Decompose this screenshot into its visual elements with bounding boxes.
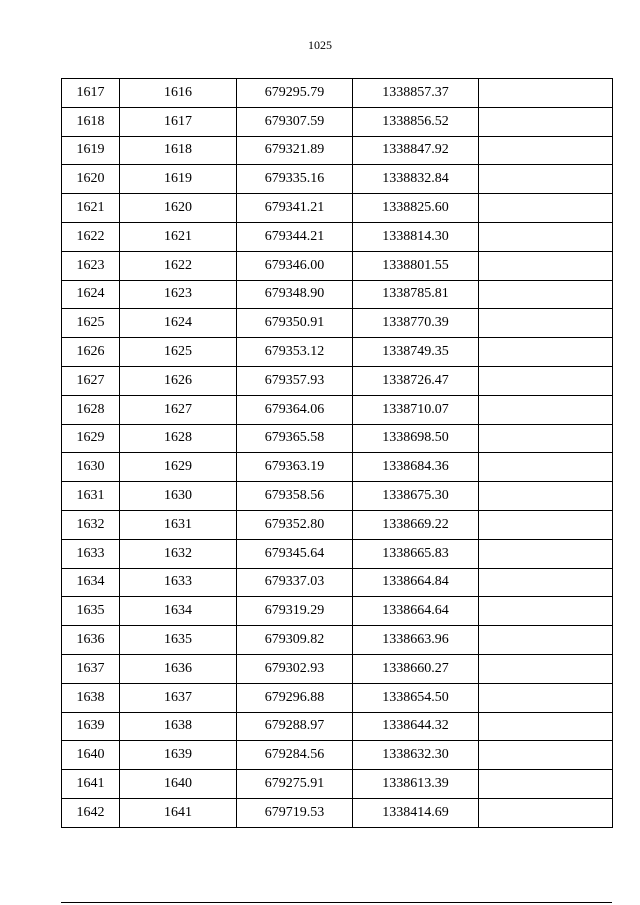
table-row xyxy=(62,568,613,597)
table-row xyxy=(62,482,613,511)
table-cell: 679358.56 xyxy=(237,482,353,511)
table-cell: 1619 xyxy=(62,136,120,165)
table-cell: 679352.80 xyxy=(237,510,353,539)
table-cell xyxy=(479,194,613,223)
table-cell: 1338726.47 xyxy=(353,366,479,395)
table-cell: 1620 xyxy=(62,165,120,194)
table-cell: 1338710.07 xyxy=(353,395,479,424)
table-row xyxy=(62,366,613,395)
table-cell: 1629 xyxy=(120,453,237,482)
table-cell: 679296.88 xyxy=(237,683,353,712)
table-cell: 679357.93 xyxy=(237,366,353,395)
table-cell xyxy=(479,395,613,424)
table-cell: 1338847.92 xyxy=(353,136,479,165)
table-cell: 1634 xyxy=(62,568,120,597)
table-row xyxy=(62,395,613,424)
table-cell: 1619 xyxy=(120,165,237,194)
table-row xyxy=(62,798,613,827)
table-cell: 1636 xyxy=(62,626,120,655)
table-cell: 1338664.84 xyxy=(353,568,479,597)
table-cell: 1338663.96 xyxy=(353,626,479,655)
table-row xyxy=(62,280,613,309)
table-cell xyxy=(479,424,613,453)
table-cell xyxy=(479,568,613,597)
table-cell: 1625 xyxy=(62,309,120,338)
table-cell: 1338749.35 xyxy=(353,338,479,367)
table-cell xyxy=(479,798,613,827)
table-cell: 1338644.32 xyxy=(353,712,479,741)
table-cell: 1622 xyxy=(120,251,237,280)
table-cell: 679353.12 xyxy=(237,338,353,367)
table-cell: 1338770.39 xyxy=(353,309,479,338)
table-cell: 1338814.30 xyxy=(353,222,479,251)
table-cell: 1338660.27 xyxy=(353,654,479,683)
table-row xyxy=(62,107,613,136)
table-cell: 1642 xyxy=(62,798,120,827)
table-cell xyxy=(479,222,613,251)
coordinates-table xyxy=(61,78,613,828)
table-cell: 1633 xyxy=(120,568,237,597)
table-row xyxy=(62,683,613,712)
table-cell xyxy=(479,136,613,165)
table-cell: 1639 xyxy=(120,741,237,770)
table-cell: 1338664.64 xyxy=(353,597,479,626)
table-cell xyxy=(479,712,613,741)
table-cell: 679337.03 xyxy=(237,568,353,597)
table-cell: 679319.29 xyxy=(237,597,353,626)
table-cell: 1621 xyxy=(62,194,120,223)
table-row xyxy=(62,194,613,223)
table-cell: 1338414.69 xyxy=(353,798,479,827)
table-cell: 1618 xyxy=(62,107,120,136)
table-cell: 1641 xyxy=(120,798,237,827)
table-cell: 1631 xyxy=(62,482,120,511)
table-cell: 1338654.50 xyxy=(353,683,479,712)
table-cell: 1618 xyxy=(120,136,237,165)
table-cell: 679341.21 xyxy=(237,194,353,223)
table-cell xyxy=(479,683,613,712)
table-cell: 679309.82 xyxy=(237,626,353,655)
table-cell xyxy=(479,626,613,655)
table-cell: 1338832.84 xyxy=(353,165,479,194)
table-cell: 1637 xyxy=(62,654,120,683)
table-cell: 1623 xyxy=(120,280,237,309)
table-cell: 1338785.81 xyxy=(353,280,479,309)
table-cell: 1635 xyxy=(62,597,120,626)
table-cell: 1338856.52 xyxy=(353,107,479,136)
table-cell: 1633 xyxy=(62,539,120,568)
table-cell: 679295.79 xyxy=(237,79,353,108)
table-row xyxy=(62,453,613,482)
table-cell xyxy=(479,107,613,136)
table-cell: 1627 xyxy=(120,395,237,424)
table-row xyxy=(62,338,613,367)
table-cell: 1632 xyxy=(62,510,120,539)
table-cell xyxy=(479,165,613,194)
table-row xyxy=(62,251,613,280)
table-cell xyxy=(479,366,613,395)
table-cell xyxy=(479,453,613,482)
table-cell: 679719.53 xyxy=(237,798,353,827)
table-cell: 1638 xyxy=(120,712,237,741)
table-cell: 1621 xyxy=(120,222,237,251)
table-cell: 1640 xyxy=(120,770,237,799)
table-cell: 1626 xyxy=(62,338,120,367)
table-cell: 1636 xyxy=(120,654,237,683)
table-cell xyxy=(479,539,613,568)
table-cell: 1626 xyxy=(120,366,237,395)
table-cell xyxy=(479,597,613,626)
table-cell: 1630 xyxy=(62,453,120,482)
table-row xyxy=(62,424,613,453)
table-cell: 679288.97 xyxy=(237,712,353,741)
table-row xyxy=(62,79,613,108)
table-cell: 679335.16 xyxy=(237,165,353,194)
table-row xyxy=(62,626,613,655)
table-cell xyxy=(479,741,613,770)
table-cell: 1622 xyxy=(62,222,120,251)
table-cell: 1617 xyxy=(62,79,120,108)
table-row xyxy=(62,741,613,770)
table-cell: 1637 xyxy=(120,683,237,712)
table-row xyxy=(62,136,613,165)
footer-rule xyxy=(61,902,612,903)
table-cell: 679275.91 xyxy=(237,770,353,799)
table-cell: 679345.64 xyxy=(237,539,353,568)
table-cell: 1630 xyxy=(120,482,237,511)
table-cell: 1624 xyxy=(62,280,120,309)
table-cell: 679344.21 xyxy=(237,222,353,251)
table-row xyxy=(62,597,613,626)
table-cell: 1639 xyxy=(62,712,120,741)
table-cell: 1628 xyxy=(120,424,237,453)
table-cell xyxy=(479,510,613,539)
table-cell: 1624 xyxy=(120,309,237,338)
table-cell: 1616 xyxy=(120,79,237,108)
table-cell: 679346.00 xyxy=(237,251,353,280)
table-cell: 1338675.30 xyxy=(353,482,479,511)
table-cell: 1338669.22 xyxy=(353,510,479,539)
table-row xyxy=(62,770,613,799)
table-row xyxy=(62,510,613,539)
table-cell: 679284.56 xyxy=(237,741,353,770)
table-cell: 1338632.30 xyxy=(353,741,479,770)
table-cell: 679350.91 xyxy=(237,309,353,338)
table-cell xyxy=(479,482,613,511)
table-cell: 1631 xyxy=(120,510,237,539)
table-row xyxy=(62,165,613,194)
table-cell: 1617 xyxy=(120,107,237,136)
table-body xyxy=(62,79,613,828)
table-cell: 679363.19 xyxy=(237,453,353,482)
table-cell: 1638 xyxy=(62,683,120,712)
table-row xyxy=(62,539,613,568)
table-cell: 1628 xyxy=(62,395,120,424)
table-cell: 1338801.55 xyxy=(353,251,479,280)
table-cell: 1338665.83 xyxy=(353,539,479,568)
table-row xyxy=(62,222,613,251)
table-cell: 679321.89 xyxy=(237,136,353,165)
table-cell: 679364.06 xyxy=(237,395,353,424)
table-cell: 679348.90 xyxy=(237,280,353,309)
table-cell: 1623 xyxy=(62,251,120,280)
table-cell: 1635 xyxy=(120,626,237,655)
table-cell: 1629 xyxy=(62,424,120,453)
table-cell: 679365.58 xyxy=(237,424,353,453)
table-cell: 1632 xyxy=(120,539,237,568)
table-cell xyxy=(479,309,613,338)
table-cell: 1338857.37 xyxy=(353,79,479,108)
table-cell: 679307.59 xyxy=(237,107,353,136)
table-cell xyxy=(479,654,613,683)
table-cell xyxy=(479,251,613,280)
table-cell xyxy=(479,280,613,309)
table-row xyxy=(62,309,613,338)
table-cell: 1625 xyxy=(120,338,237,367)
table-cell xyxy=(479,770,613,799)
table-cell xyxy=(479,338,613,367)
table-row xyxy=(62,654,613,683)
table-cell: 1640 xyxy=(62,741,120,770)
table-cell: 1634 xyxy=(120,597,237,626)
table-cell: 1338698.50 xyxy=(353,424,479,453)
table-cell: 679302.93 xyxy=(237,654,353,683)
table-cell xyxy=(479,79,613,108)
table-cell: 1338825.60 xyxy=(353,194,479,223)
table-cell: 1627 xyxy=(62,366,120,395)
table-cell: 1641 xyxy=(62,770,120,799)
page-number: 1025 xyxy=(308,38,332,52)
table-row xyxy=(62,712,613,741)
table-cell: 1338613.39 xyxy=(353,770,479,799)
table-cell: 1338684.36 xyxy=(353,453,479,482)
table-cell: 1620 xyxy=(120,194,237,223)
